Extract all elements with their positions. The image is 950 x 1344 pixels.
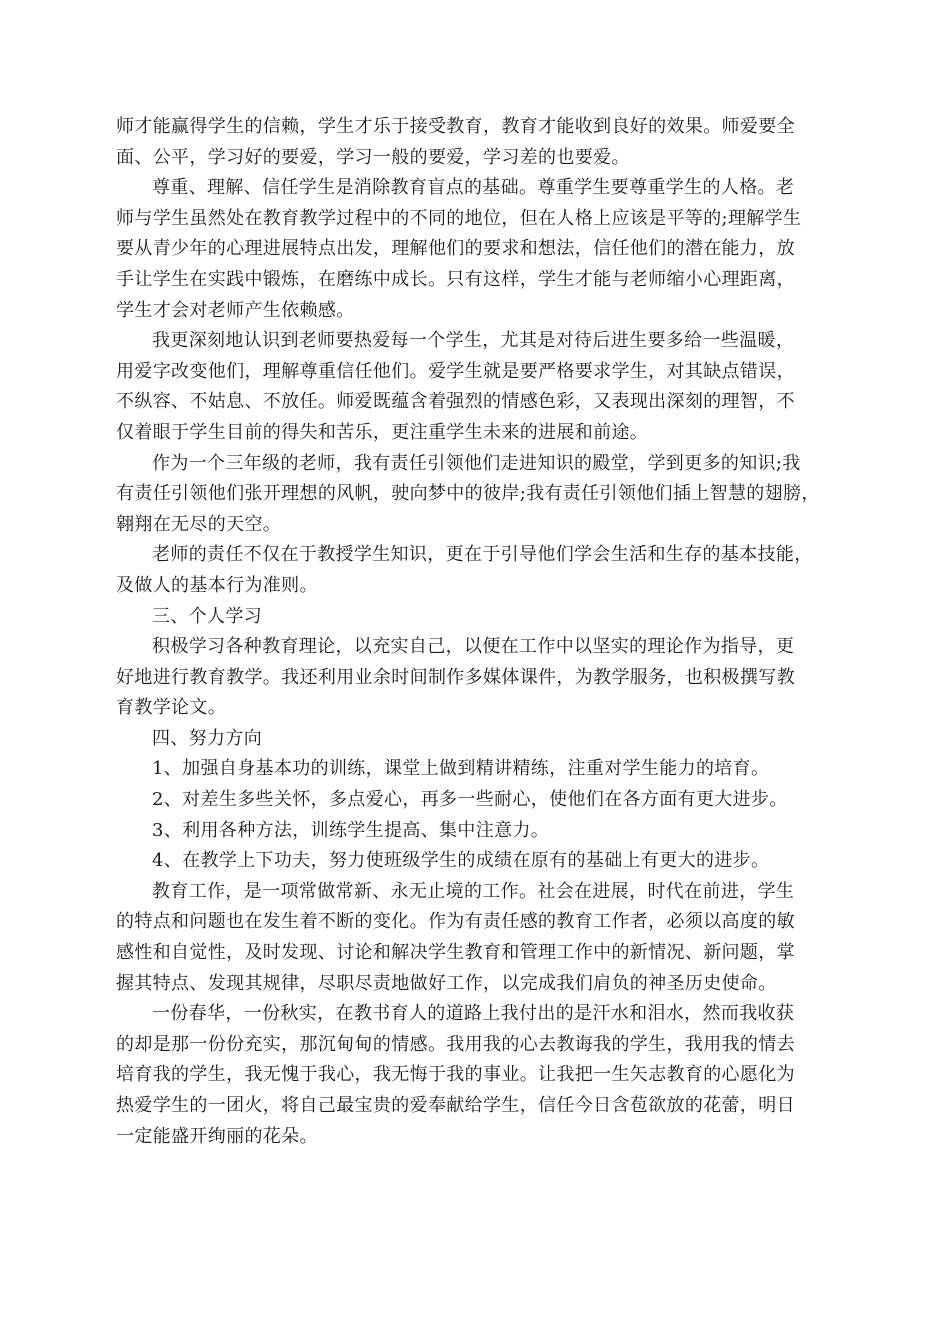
list-item-2: 2、对差生多些关怀，多点爱心，再多一些耐心，使他们在各方面有更大进步。 [152, 789, 788, 811]
paragraph-5: 老师的责任不仅在于教授学生知识，更在于引导他们学会生活和生存的基本技能， 及做人的基本行为准则。 [116, 544, 813, 596]
paragraph-13: 教育工作，是一项常做常新、永无止境的工作。社会在进展，时代在前进，学生 的特点和问题也在发生着不断的变化。作为有责任感的教育工作者，必须以高度的敏 感性和自觉性，及时发现、讨论和解决学生教育和管理工作中的新情况、新问题，掌 握其特点、发现其规律，尽职尽责地做好工作，以完成我们肩负的神圣历史使命。 [116, 880, 795, 994]
section-heading-personal-study: 三、个人学习 [152, 605, 263, 627]
paragraph-2: 尊重、理解、信任学生是消除教育盲点的基础。尊重学生要尊重学生的人格。老 师与学生虽然处在教育教学过程中的不同的地位，但在人格上应该是平等的;理解学生 要从青少年的心理进展特点出发，理解他们的要求和想法，信任他们的潜在能力，放 手让学生在实践中锻炼，在磨练中成长。只有这样，学生才能与老师缩小心理距离， 学生才会对老师产生依赖感。 [116, 177, 802, 321]
list-item-3: 3、利用各种方法，训练学生提高、集中注意力。 [152, 819, 550, 841]
paragraph-14: 一份春华，一份秋实，在教书育人的道路上我付出的是汗水和泪水，然而我收获 的却是那一份份充实，那沉甸甸的情感。我用我的心去教诲我的学生，我用我的情去 培育我的学生，我无愧于我心，我无悔于我的事业。让我把一生矢志教育的心愿化为 热爱学生的一团火，将自己最宝贵的爱奉献给学生，信任今日含苞欲放的花蕾，明日 一定能盛开绚丽的花朵。 [116, 1003, 795, 1147]
paragraph-7: 积极学习各种教育理论，以充实自己，以便在工作中以坚实的理论作为指导，更 好地进行教育教学。我还利用业余时间制作多媒体课件，为教学服务，也积极撰写教 育教学论文。 [116, 636, 795, 719]
paragraph-1: 师才能赢得学生的信赖，学生才乐于接受教育，教育才能收到良好的效果。师爱要全 面、公平，学习好的要爱，学习一般的要爱，学习差的也要爱。 [116, 116, 795, 168]
list-item-4: 4、在教学上下功夫，努力使班级学生的成绩在原有的基础上有更大的进步。 [152, 850, 770, 872]
paragraph-3: 我更深刻地认识到老师要热爱每一个学生，尤其是对待后进生要多给一些温暖， 用爱字改变他们，理解尊重信任他们。爱学生就是要严格要求学生，对其缺点错误， 不纵容、不姑息、不放任。师爱既蕴含着强烈的情感色彩，又表现出深刻的理智，不 仅着眼于学生目前的得失和苦乐，更注重学生未来的进展和前途。 [116, 330, 795, 443]
paragraph-4: 作为一个三年级的老师，我有责任引领他们走进知识的殿堂，学到更多的知识;我 有责任引领他们张开理想的风帆，驶向梦中的彼岸;我有责任引领他们插上智慧的翅膀， 翱翔在无尽的天空。 [116, 452, 820, 535]
section-heading-direction: 四、努力方向 [152, 727, 263, 749]
document-body [116, 112, 842, 1152]
list-item-1: 1、加强自身基本功的训练，课堂上做到精讲精练，注重对学生能力的培育。 [152, 758, 770, 780]
